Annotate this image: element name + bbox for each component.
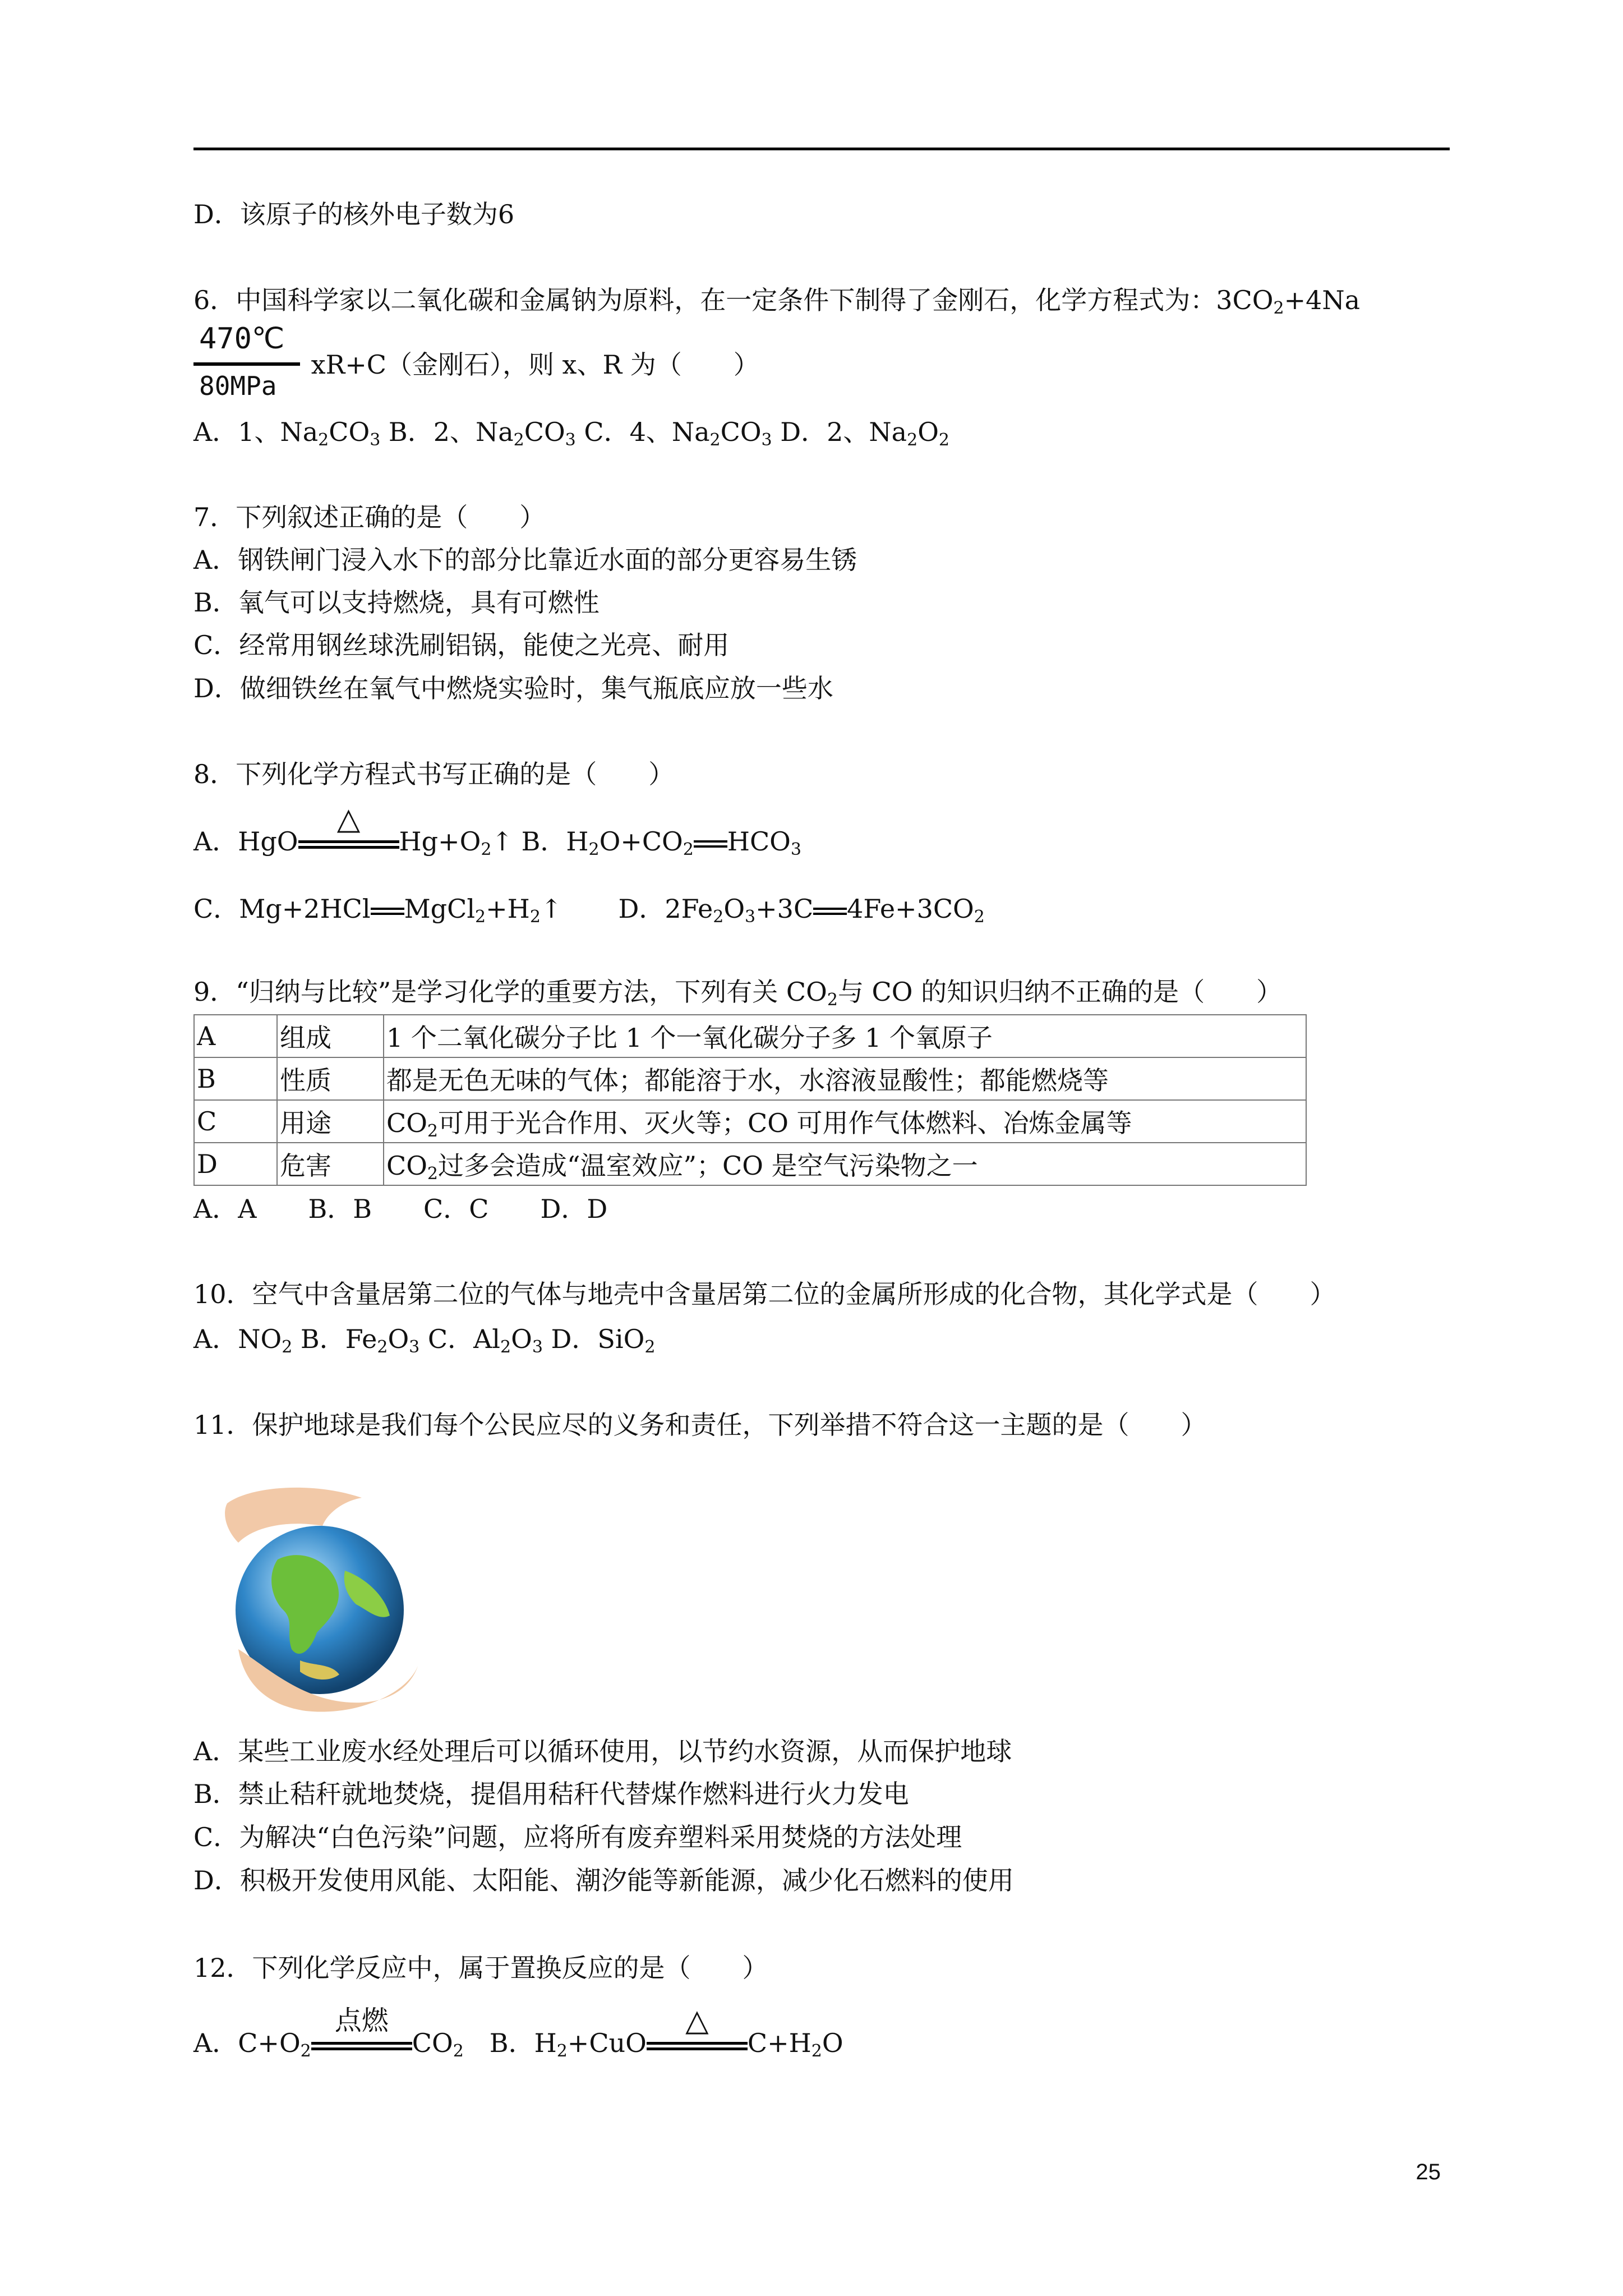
ignition-double-line: 点燃 [311,2028,412,2062]
q7-option-c: C．经常用钢丝球洗刷铝锅，能使之光亮、耐用 [193,630,730,660]
q12-stem: 12．下列化学反应中，属于置换反应的是（ ） [193,1953,768,1983]
q8-stem: 8．下列化学方程式书写正确的是（ ） [193,759,675,789]
header-rule [193,148,1450,150]
q9-stem: 9．“归纳与比较”是学习化学的重要方法，下列有关 $CO_2$与 CO 的知识归纳不正确的是（ ） [193,977,1283,1010]
q12-options: A．$C+O_2$ 点燃 $CO_2$ B．$H_2+CuO$ △ $C+H_2O$ [193,2003,843,2061]
q9-options: A．A B．B C．C D．D [193,1194,608,1224]
q6-equation: 470℃ 80MPa xR+C（金刚石），则 x、R 为（ ） [193,348,759,384]
q8-options-cd: C．Mg+2HCl $MgCl_2+H_2↑$ D．$2Fe_2O_3+3C$ $4Fe+3CO_2$ [193,894,985,927]
q11-option-d: D．积极开发使用风能、太阳能、潮汐能等新能源，减少化石燃料的使用 [193,1865,1014,1895]
reaction-condition: 470℃ 80MPa [193,350,303,384]
q11-option-a: A．某些工业废水经处理后可以循环使用，以节约水资源，从而保护地球 [193,1736,1012,1766]
q11-stem: 11．保护地球是我们每个公民应尽的义务和责任，下列举措不符合这一主题的是（ ） [193,1410,1207,1440]
table-row: A 组成 1 个二氧化碳分子比 1 个一氧化碳分子多 1 个氧原子 [194,1015,1306,1057]
q11-option-b: B．禁止秸秆就地焚烧，提倡用秸秆代替煤作燃料进行火力发电 [193,1779,909,1809]
q7-option-d: D．做细铁丝在氧气中燃烧实验时，集气瓶底应放一些水 [193,673,833,703]
heating-double-line: △ [647,2028,748,2062]
q11-option-c: C．为解决“白色污染”问题，应将所有废弃塑料采用焚烧的方法处理 [193,1822,962,1852]
q5-option-d: D．该原子的核外电子数为6 [193,199,515,229]
q6-options: A．1、$Na_2CO_3$ B．2、$Na_2CO_3$ C．4、$Na_2CO_3$ D．2、$Na_2O_2$ [193,417,949,450]
table-row: B 性质 都是无色无味的气体；都能溶于水，水溶液显酸性；都能燃烧等 [194,1057,1306,1100]
q7-option-b: B．氧气可以支持燃烧，具有可燃性 [193,587,600,618]
table-row: D 危害 $CO_2$过多会造成“温室效应”；CO 是空气污染物之一 [194,1143,1306,1185]
q7-stem: 7．下列叙述正确的是（ ） [193,502,546,532]
q7-option-a: A．钢铁闸门浸入水下的部分比靠近水面的部分更容易生锈 [193,545,857,575]
q10-stem: 10．空气中含量居第二位的气体与地壳中含量居第二位的金属所形成的化合物，其化学式是（ ） [193,1279,1336,1309]
page-number: 25 [1415,2160,1441,2184]
q9-table [193,1014,1307,1186]
q6-stem: 6．中国科学家以二氧化碳和金属钠为原料，在一定条件下制得了金刚石，化学方程式为：$3CO_2+4Na$ [193,285,1361,318]
table-row: C 用途 $CO_2$可用于光合作用、灭火等；CO 可用作气体燃料、冶炼金属等 [194,1100,1306,1143]
heating-double-line: △ [298,827,399,861]
q10-options: A．$NO_2$ B．$Fe_2O_3$ C．$Al_2O_3$ D．SiO$_2$ [193,1324,656,1357]
earth-in-hands-image [216,1481,423,1717]
q8-options-ab: A．HgO △ $Hg+O_2↑$ B．$H_2O+CO_2$ $HCO_3$ [193,801,801,859]
